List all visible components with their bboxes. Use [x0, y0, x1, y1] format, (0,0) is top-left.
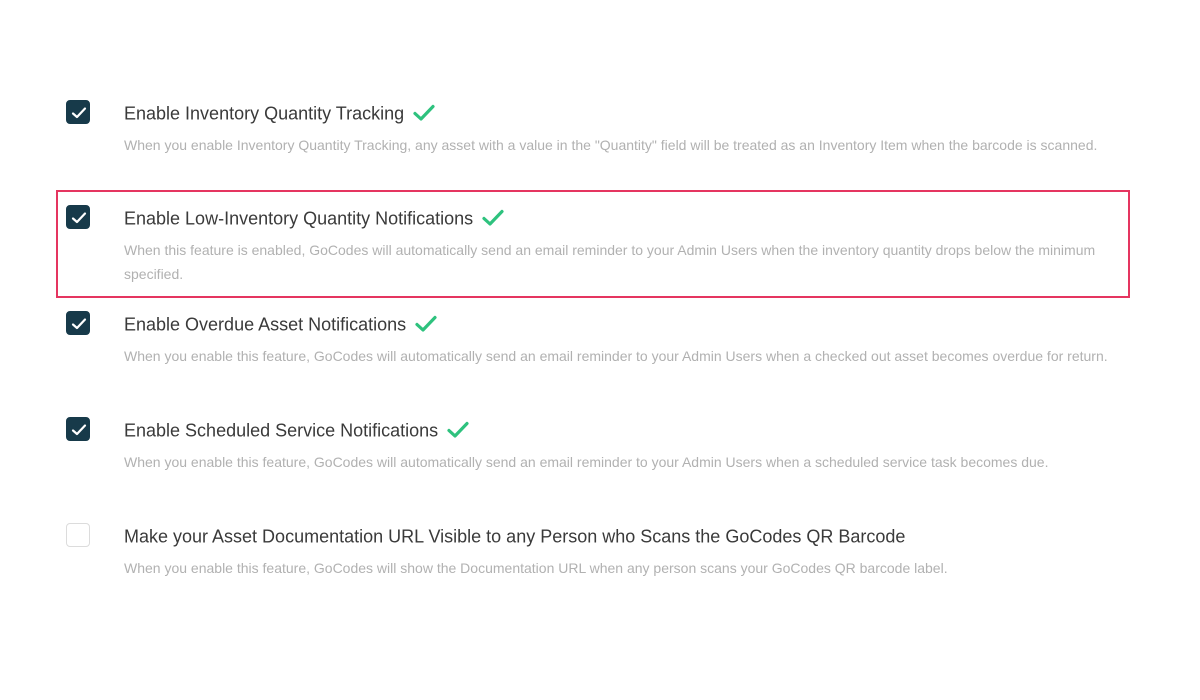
setting-title-text: Enable Inventory Quantity Tracking: [124, 103, 405, 124]
checkbox-check-icon: [71, 317, 87, 331]
checkbox-check-icon: [71, 423, 87, 437]
setting-title-text: Make your Asset Documentation URL Visible to any Person who Scans the GoCodes QR Barcode: [124, 526, 906, 547]
setting-title: [124, 100, 1109, 125]
enabled-check-icon: [413, 104, 435, 122]
setting-title: [124, 205, 1109, 230]
setting-title-text: Enable Scheduled Service Notifications: [124, 420, 439, 441]
setting-title-text: Enable Low-Inventory Quantity Notifications: [124, 208, 474, 229]
setting-description: When this feature is enabled, GoCodes will automatically send an email reminder to your Admin Users when the inventory quantity drops below the minimum specified.: [124, 242, 1096, 283]
enabled-check-icon: [447, 421, 469, 439]
setting-description: When you enable this feature, GoCodes will show the Documentation URL when any person scans your GoCodes QR barcode label.: [124, 560, 948, 577]
low-inventory-notifications-checkbox[interactable]: [66, 205, 90, 229]
setting-text: [124, 205, 1109, 286]
setting-description: When you enable this feature, GoCodes will automatically send an email reminder to your Admin Users when a scheduled service task becomes due.: [124, 454, 1049, 471]
setting-description: When you enable this feature, GoCodes will automatically send an email reminder to your Admin Users when a checked out asset becomes overdue for return.: [124, 348, 1108, 365]
checkbox-check-icon: [71, 211, 87, 225]
enabled-check-icon: [482, 209, 504, 227]
checkbox-check-icon: [71, 106, 87, 120]
setting-title-text: Enable Overdue Asset Notifications: [124, 314, 407, 335]
setting-text: [124, 100, 1109, 157]
overdue-asset-notifications-checkbox[interactable]: [66, 311, 90, 335]
setting-text: [124, 417, 1109, 474]
setting-description: When you enable Inventory Quantity Tracking, any asset with a value in the "Quantity" field will be treated as an Inventory Item when the barcode is scanned.: [124, 137, 1098, 154]
setting-title: [124, 417, 1109, 442]
setting-text: [124, 523, 1109, 580]
setting-title: [124, 311, 1109, 336]
setting-text: [124, 311, 1109, 368]
documentation-url-visibility-checkbox[interactable]: [66, 523, 90, 547]
setting-title: [124, 523, 1109, 548]
scheduled-service-notifications-checkbox[interactable]: [66, 417, 90, 441]
enabled-check-icon: [415, 315, 437, 333]
inventory-quantity-tracking-checkbox[interactable]: [66, 100, 90, 124]
